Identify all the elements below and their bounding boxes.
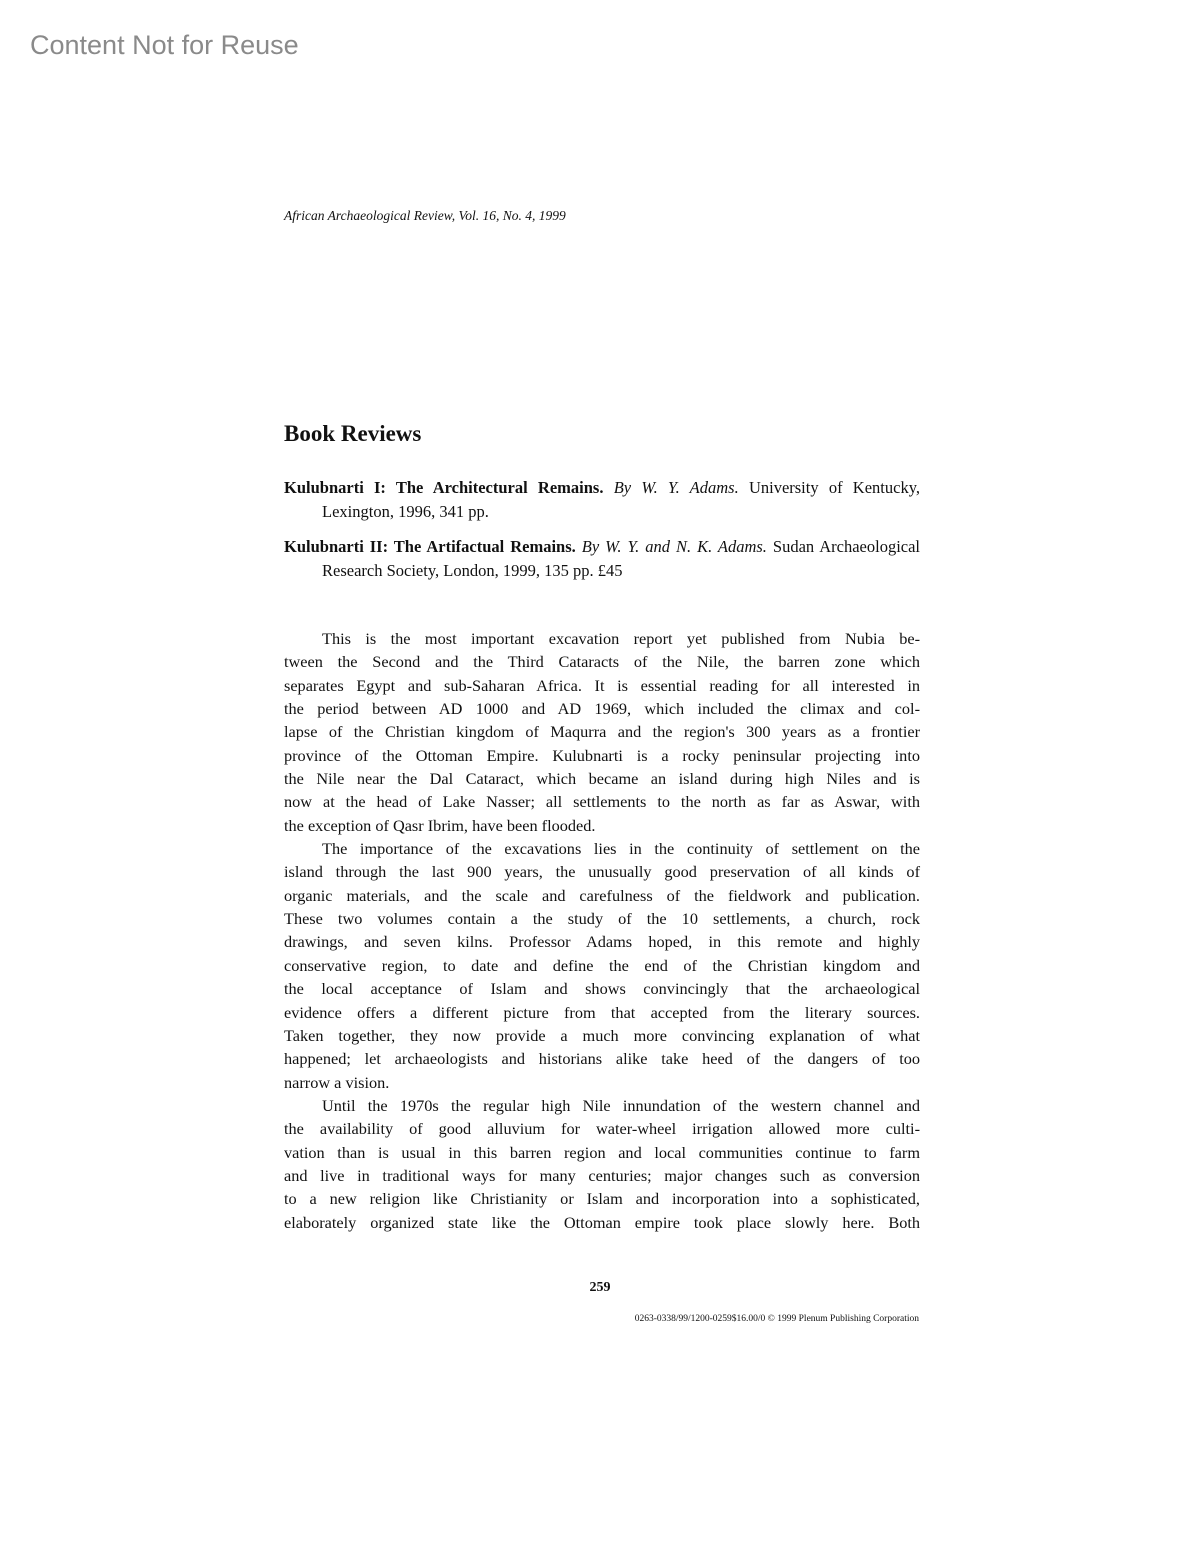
text-line: conservative region, to date and define the end of the Christian kingdom and: [284, 955, 920, 975]
book-authors: By W. Y. and N. K. Adams.: [581, 537, 767, 556]
text-line: The importance of the excavations lies in the continuity of settlement on the: [322, 839, 920, 859]
text-line: organic materials, and the scale and carefulness of the fieldwork and publication.: [284, 885, 920, 905]
text-line: now at the head of Lake Nasser; all settlements to the north as far as Aswar, with: [284, 792, 920, 812]
text-line: and live in traditional ways for many centuries; major changes such as conversion: [284, 1165, 920, 1185]
text-line: evidence offers a different picture from that accepted from the literary sources.: [284, 1002, 920, 1022]
book-authors: By W. Y. Adams.: [613, 478, 739, 497]
watermark: Content Not for Reuse: [30, 30, 299, 60]
text-line: the period between AD 1000 and AD 1969, which included the climax and col-: [284, 699, 920, 719]
journal-header: African Archaeological Review, Vol. 16, No. 4, 1999: [284, 208, 566, 223]
text-line: vation than is usual in this barren region and local communities continue to farm: [284, 1142, 920, 1162]
text-line: lapse of the Christian kingdom of Maqurra and the region's 300 years as a frontier: [284, 722, 920, 742]
text-line: to a new religion like Christianity or Islam and incorporation into a sophisticated,: [284, 1189, 920, 1209]
text-line: island through the last 900 years, the unusually good preservation of all kinds of: [284, 862, 920, 882]
copyright-line: 0263-0338/99/1200-0259$16.00/0 © 1999 Plenum Publishing Corporation: [634, 1314, 919, 1324]
book-references: [284, 476, 920, 594]
text-line: narrow a vision.: [284, 1072, 390, 1092]
section-title: Book Reviews: [284, 421, 422, 446]
review-body: [284, 627, 920, 1234]
book-title: Kulubnarti I: The Architectural Remains.: [284, 478, 604, 497]
text-line: separates Egypt and sub-Saharan Africa. It is essential reading for all interested in: [284, 675, 920, 695]
book-reference: [284, 476, 920, 523]
book-reference: [284, 535, 920, 582]
text-line: This is the most important excavation report yet published from Nubia be-: [322, 629, 920, 648]
text-line: These two volumes contain a the study of the 10 settlements, a church, rock: [284, 909, 920, 929]
paragraph: [284, 837, 920, 1094]
page-number: 259: [589, 1280, 611, 1295]
text-line: province of the Ottoman Empire. Kulubnarti is a rocky peninsular projecting into: [284, 745, 920, 765]
text-line: drawings, and seven kilns. Professor Adams hoped, in this remote and highly: [284, 932, 920, 952]
text-line: happened; let archaeologists and historians alike take heed of the dangers of too: [284, 1049, 920, 1069]
text-line: the exception of Qasr Ibrim, have been flooded.: [284, 815, 596, 835]
text-line: elaborately organized state like the Ottoman empire took place slowly here. Both: [284, 1212, 920, 1232]
book-title: Kulubnarti II: The Artifactual Remains.: [284, 537, 576, 556]
paragraph: [284, 1094, 920, 1234]
text-line: the availability of good alluvium for water-wheel irrigation allowed more culti-: [284, 1119, 920, 1139]
book-details: University of Kentucky, Lexington, 1996, 341 pp.: [322, 478, 921, 521]
paragraph: [284, 627, 920, 837]
text-line: the Nile near the Dal Cataract, which became an island during high Niles and is: [284, 769, 920, 789]
text-line: the local acceptance of Islam and shows convincingly that the archaeological: [284, 979, 920, 999]
text-line: Taken together, they now provide a much more convincing explanation of what: [284, 1025, 920, 1045]
text-line: tween the Second and the Third Cataracts of the Nile, the barren zone which: [284, 652, 920, 672]
book-details: Sudan Archaeological Research Society, London, 1999, 135 pp. £45: [322, 537, 921, 580]
text-line: Until the 1970s the regular high Nile innundation of the western channel and: [322, 1095, 920, 1115]
